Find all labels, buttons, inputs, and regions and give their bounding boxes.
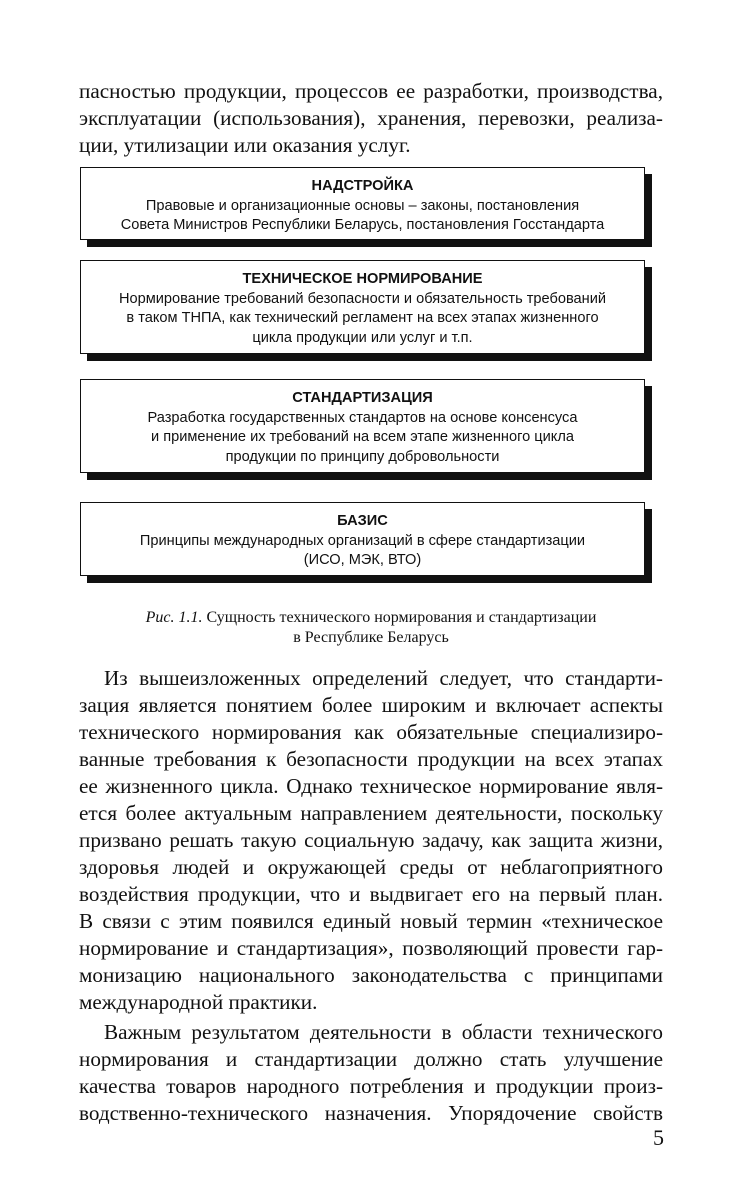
paragraph-line: зация является понятием более широким и включает аспекты: [79, 693, 663, 717]
paragraph-line: Важным результатом деятельности в области технического: [104, 1020, 663, 1044]
caption-line-2: в Республике Беларусь: [293, 629, 449, 646]
figure-caption: [79, 608, 663, 648]
paragraph-line: международной практики.: [79, 990, 318, 1014]
paragraph-line: ванные требования к безопасности продукции на всех этапах: [79, 747, 663, 771]
box-text-line: Принципы международных организаций в сфере стандартизации: [139, 532, 586, 549]
paragraph-line: нормирования и стандартизации должно стать улучшение: [79, 1047, 663, 1071]
paragraph-line: монизацию национального законодательства с принципами: [79, 963, 663, 987]
page-number: 5: [653, 1125, 664, 1150]
paragraph-line: технического нормирования как обязательные специализиро-: [79, 720, 663, 744]
box-text-line: Нормирование требований безопасности и обязательность требований: [118, 290, 607, 307]
box-superstructure: [80, 167, 645, 240]
box-text-line: Совета Министров Республики Беларусь, постановления Госстандарта: [120, 217, 605, 233]
box-standardization: [80, 379, 645, 473]
box-title: НАДСТРОЙКА: [311, 178, 414, 194]
intro-line: пасностью продукции, процессов ее разработки, производства,: [79, 79, 663, 103]
box-technical-regulation: [80, 260, 645, 354]
paragraph-line: нормирование и стандартизация», позволяющий провести гар-: [79, 936, 663, 960]
box-basis: [80, 502, 645, 576]
box-text-line: в таком ТНПА, как технический регламент на всех этапах жизненного: [126, 310, 599, 326]
caption-line-1: [79, 608, 663, 628]
intro-line: эксплуатации (использования), хранения, перевозки, реализа-: [79, 106, 663, 130]
box-text-line: цикла продукции или услуг и т.п.: [252, 329, 473, 346]
box-text-line: продукции по принципу добровольности: [225, 448, 500, 465]
box-text-line: Правовые и организационные основы – законы, постановления: [145, 197, 580, 214]
paragraph-line: В связи с этим появился единый новый термин «техническое: [79, 909, 663, 933]
paragraph-line: водственно-технического назначения. Упорядочение свойств: [79, 1101, 663, 1125]
box-text-line: (ИСО, МЭК, ВТО): [303, 552, 422, 568]
caption-text: Сущность технического нормирования и стандартизации: [202, 609, 597, 626]
paragraph-line: Из вышеизложенных определений следует, что стандарти-: [104, 666, 663, 690]
box-text-line: Разработка государственных стандартов на основе консенсуса: [147, 409, 578, 426]
intro-line: ции, утилизации или оказания услуг.: [79, 133, 411, 157]
figure-label: Рис. 1.1.: [145, 609, 203, 626]
box-title: ТЕХНИЧЕСКОЕ НОРМИРОВАНИЕ: [242, 271, 483, 287]
paragraph-line: ее жизненного цикла. Однако техническое нормирование явля-: [79, 774, 663, 798]
paragraph-line: ется более актуальным направлением деятельности, поскольку: [79, 801, 663, 825]
paragraph-line: качества товаров народного потребления и продукции произ-: [79, 1074, 663, 1098]
box-title: СТАНДАРТИЗАЦИЯ: [292, 390, 433, 406]
paragraph-line: воздействия продукции, что и выдвигает его на первый план.: [79, 882, 663, 906]
box-text-line: и применение их требований на всем этапе жизненного цикла: [151, 429, 574, 445]
box-title: БАЗИС: [337, 513, 388, 529]
paragraph-line: призвано решать такую социальную задачу, как защита жизни,: [79, 828, 663, 852]
paragraph-line: здоровья людей и окружающей среды от неблагоприятного: [79, 855, 663, 879]
